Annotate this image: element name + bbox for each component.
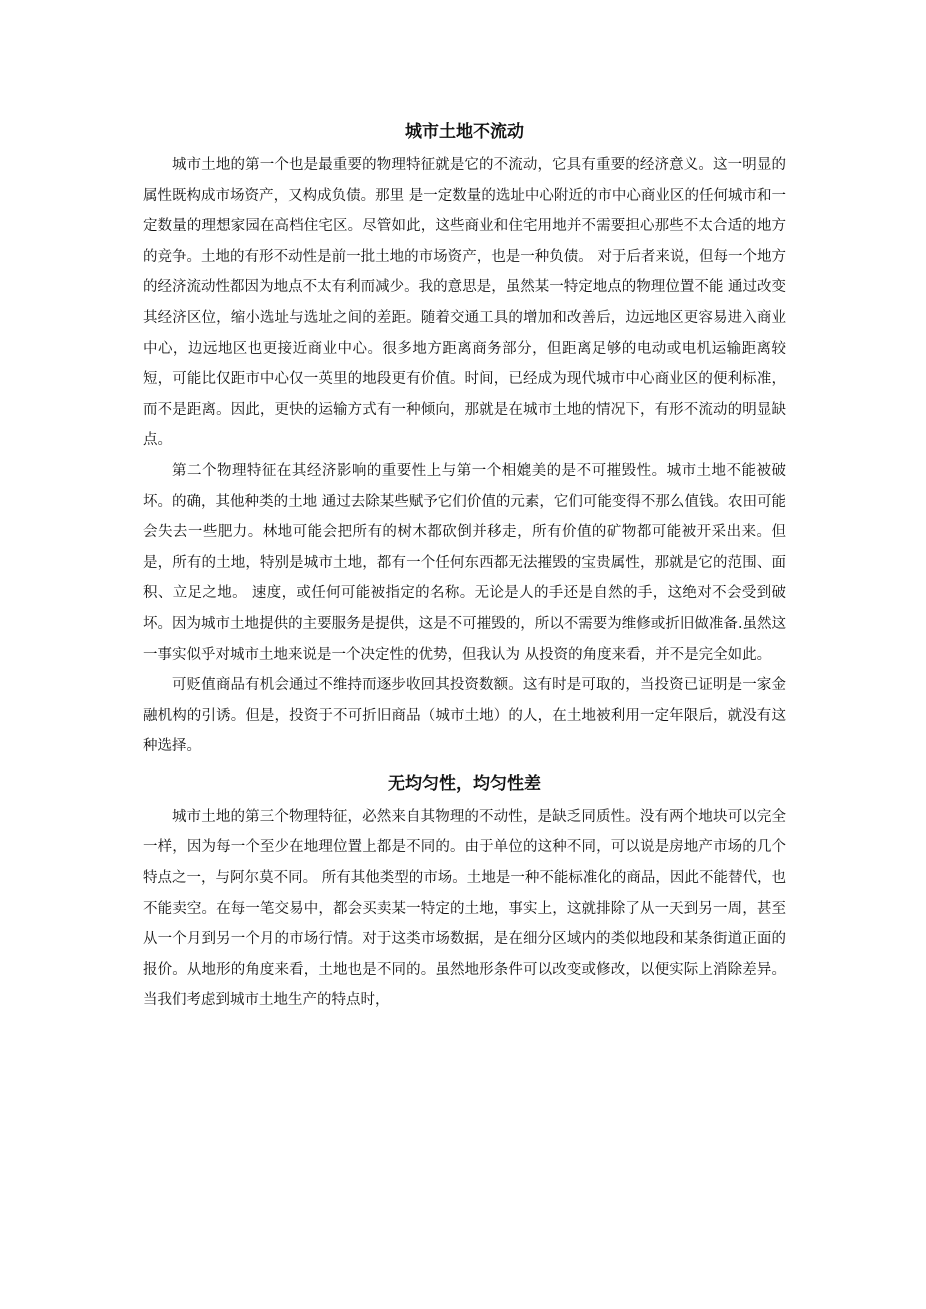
paragraph: 城市土地的第三个物理特征，必然来自其物理的不动性，是缺乏同质性。没有两个地块可以完全一样，因为每一个至少在地理位置上都是不同的。由于单位的这种不同，可以说是房地产市场的几个特点之一，与阿尔莫不同。 所有其他类型的市场。土地是一种不能标准化的商品，因此不能替代，也不能卖空。在每一笔交易中，都会买卖某一特定的土地，事实上，这就排除了从一天到另一周，甚至从一个月到另一个月的市场行情。对于这类市场数据，是在细分区域内的类似地段和某条街道正面的报价。从地形的角度来看，土地也是不同的。虽然地形条件可以改变或修改，以便实际上消除差异。当我们考虑到城市土地生产的特点时， <box>143 808 786 1009</box>
paragraph: 第二个物理特征在其经济影响的重要性上与第一个相媲美的是不可摧毁性。城市土地不能被破坏。的确，其他种类的土地 通过去除某些赋予它们价值的元素，它们可能变得不那么值钱。农田可能会失去一些肥力。林地可能会把所有的树木都砍倒并移走，所有价值的矿物都可能被开采出来。但是，所有的土地，特别是城市土地，都有一个任何东西都无法摧毁的宝贵属性，那就是它的范围、面积、立足之地。 速度，或任何可能被指定的名称。无论是人的手还是自然的手，这绝对不会受到破坏。因为城市土地提供的主要服务是提供，这是不可摧毁的，所以不需要为维修或折旧做准备.虽然这一事实似乎对城市土地来说是一个决定性的优势，但我认为 从投资的角度来看，并不是完全如此。 <box>143 462 786 663</box>
document-body <box>143 114 786 1016</box>
paragraph: 可贬值商品有机会通过不维持而逐步收回其投资数额。这有时是可取的，当投资已证明是一家金融机构的引诱。但是，投资于不可折旧商品（城市土地）的人，在土地被利用一定年限后，就没有这种选择。 <box>143 677 786 755</box>
section-immobility <box>143 114 786 762</box>
section-non-homogeneity <box>143 766 786 1016</box>
section-title: 无均匀性，均匀性差 <box>388 773 541 794</box>
paragraph: 城市土地的第一个也是最重要的物理特征就是它的不流动，它具有重要的经济意义。这一明显的属性既构成市场资产，又构成负债。那里 是一定数量的选址中心附近的市中心商业区的任何城市和一定数量的理想家园在高档住宅区。尽管如此，这些商业和住宅用地并不需要担心那些不太合适的地方的竞争。土地的有形不动性是前一批土地的市场资产，也是一种负债。 对于后者来说，但每一个地方的经济流动性都因为地点不太有利而减少。我的意思是，虽然某一特定地点的物理位置不能 通过改变其经济区位，缩小选址与选址之间的差距。随着交通工具的增加和改善后，边远地区更容易进入商业中心，边远地区也更接近商业中心。很多地方距离商务部分，但距离足够的电动或电机运输距离较短，可能比仅距市中心仅一英里的地段更有价值。时间，已经成为现代城市中心商业区的便利标准，而不是距离。因此，更快的运输方式有一种倾向，那就是在城市土地的情况下，有形不流动的明显缺点。 <box>143 157 786 449</box>
section-title: 城市土地不流动 <box>405 122 524 142</box>
